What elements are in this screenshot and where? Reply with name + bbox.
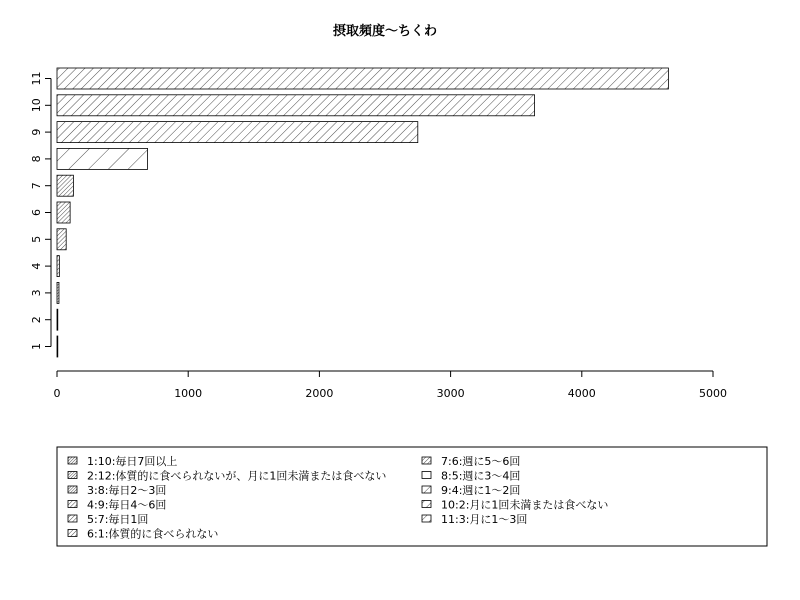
legend-label: 11:3:月に1～3回 [441, 513, 528, 526]
bars [57, 68, 668, 357]
bar-11 [57, 68, 668, 89]
legend-label: 3:8:毎日2～3回 [87, 484, 167, 497]
bar-2 [57, 309, 58, 330]
legend-swatch [68, 472, 77, 479]
y-tick-label: 5 [30, 235, 43, 243]
y-tick-label: 9 [30, 128, 43, 136]
legend-swatch [68, 515, 77, 522]
x-axis [54, 371, 728, 400]
x-tick-label: 4000 [567, 387, 596, 400]
x-tick-label: 2000 [305, 387, 334, 400]
legend-swatch [68, 486, 77, 493]
bar-6 [57, 202, 70, 223]
x-tick-label: 0 [53, 387, 61, 400]
bar-9 [57, 122, 418, 143]
legend [68, 454, 608, 541]
y-axis [30, 72, 51, 351]
bar-5 [57, 229, 66, 250]
legend-swatch [68, 501, 77, 508]
legend-label: 10:2:月に1回未満または食べない [441, 498, 609, 512]
legend-swatch [422, 457, 431, 464]
legend-label: 9:4:週に1～2回 [441, 484, 521, 497]
legend-label: 1:10:毎日7回以上 [87, 455, 178, 468]
x-tick-label: 1000 [174, 387, 203, 400]
legend-swatch [422, 515, 431, 522]
legend-label: 7:6:週に5～6回 [441, 455, 521, 468]
bar-7 [57, 175, 73, 196]
y-tick-label: 1 [30, 343, 43, 350]
y-tick-label: 7 [30, 182, 43, 190]
y-tick-label: 11 [30, 71, 43, 86]
legend-label: 5:7:毎日1回 [87, 513, 149, 526]
bar-1 [57, 336, 58, 357]
legend-swatch [422, 486, 431, 493]
y-tick-label: 6 [30, 209, 43, 216]
legend-label: 4:9:毎日4～6回 [87, 498, 167, 512]
x-tick-label: 5000 [699, 387, 727, 400]
x-tick-label: 3000 [436, 387, 465, 400]
y-tick-label: 8 [30, 155, 43, 163]
legend-swatch [68, 530, 77, 537]
legend-swatch [422, 472, 431, 479]
bar-4 [57, 256, 59, 277]
legend-label: 8:5:週に3～4回 [441, 469, 521, 483]
chart-title: 摂取頻度～ちくわ [332, 24, 438, 39]
legend-label: 6:1:体質的に食べられない [87, 527, 219, 541]
y-tick-label: 4 [30, 262, 43, 270]
legend-swatch [68, 457, 77, 464]
legend-label: 2:12:体質的に食べられないが、月に1回未満または食べない [87, 469, 387, 483]
bar-3 [57, 282, 59, 303]
legend-swatch [422, 501, 431, 508]
bar-10 [57, 95, 535, 116]
bar-8 [57, 148, 148, 169]
y-tick-label: 10 [30, 98, 43, 113]
y-tick-label: 3 [30, 289, 43, 297]
y-tick-label: 2 [30, 316, 43, 324]
